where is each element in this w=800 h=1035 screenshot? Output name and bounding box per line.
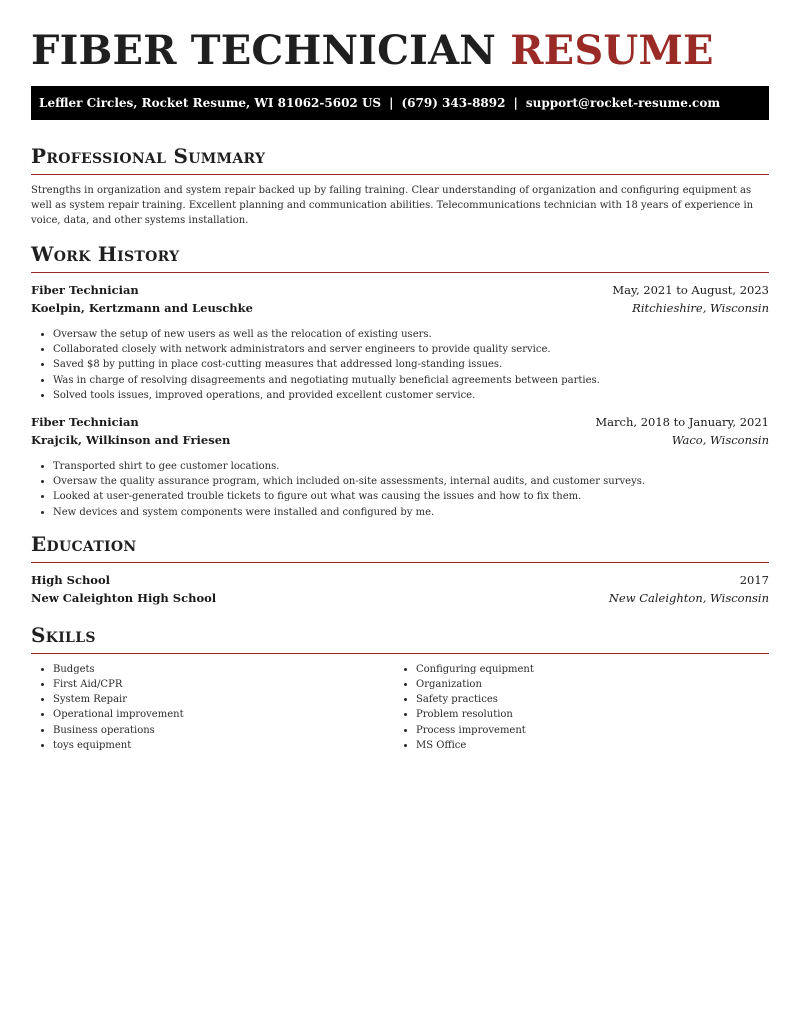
skill-item: • Safety practices bbox=[416, 692, 757, 707]
contact-phone: (679) 343-8892 bbox=[401, 96, 506, 110]
skill-item: • toys equipment bbox=[53, 738, 394, 753]
job-title: Fiber Technician bbox=[31, 283, 139, 297]
skill-item: • Organization bbox=[416, 677, 757, 692]
education-heading: Education bbox=[31, 531, 137, 556]
job-bullets bbox=[31, 459, 769, 520]
skills-heading: Skills bbox=[31, 622, 96, 647]
section-divider bbox=[31, 272, 769, 273]
job-bullet: • Collaborated closely with network administrators and server engineers to provide quality service. bbox=[53, 342, 769, 357]
education-year: 2017 bbox=[739, 572, 769, 587]
job-bullet: • Transported shirt to gee customer locations. bbox=[53, 459, 769, 474]
summary-heading: Professional Summary bbox=[31, 144, 266, 168]
contact-email: support@rocket-resume.com bbox=[525, 96, 721, 110]
contact-address: Leffler Circles, Rocket Resume, WI 81062-5602 US bbox=[39, 96, 382, 110]
job-bullet: • Saved $8 by putting in place cost-cutting measures that addressed long-standing issues. bbox=[53, 357, 769, 372]
contact-separator: | bbox=[389, 96, 394, 110]
contact-separator: | bbox=[513, 96, 518, 110]
skill-item: • Budgets bbox=[53, 662, 394, 677]
skill-item: • System Repair bbox=[53, 692, 394, 707]
education-section bbox=[31, 532, 769, 609]
job-dates: March, 2018 to January, 2021 bbox=[595, 415, 769, 430]
job-dates: May, 2021 to August, 2023 bbox=[612, 283, 769, 297]
job-bullet: • Looked at user-generated trouble tickets to figure out what was causing the issues and how to fix them. bbox=[53, 489, 769, 504]
section-divider bbox=[31, 562, 769, 563]
skill-item: • Problem resolution bbox=[416, 707, 757, 722]
resume-page bbox=[31, 0, 769, 753]
skills-column-left bbox=[31, 662, 394, 753]
job-bullet: • New devices and system components were installed and configured by me. bbox=[53, 505, 769, 520]
summary-text: Strengths in organization and system repair backed up by failing training. Clear understanding of organization and configuring equipment as well as system repair training. Excellent planning and communication abilities. Telecommunications technician with 18 years of experience in voice, data, and other systems installation. bbox=[31, 185, 754, 226]
section-divider bbox=[31, 174, 769, 175]
skills-column-right bbox=[394, 662, 757, 753]
skill-item: • Business operations bbox=[53, 723, 394, 738]
section-divider bbox=[31, 653, 769, 654]
job-entry bbox=[31, 415, 769, 520]
skill-item: • Process improvement bbox=[416, 723, 757, 738]
job-entry bbox=[31, 283, 769, 403]
job-bullet: • Solved tools issues, improved operations, and provided excellent customer service. bbox=[53, 388, 769, 403]
job-company: Krajcik, Wilkinson and Friesen bbox=[31, 433, 231, 448]
skills-section bbox=[31, 623, 769, 753]
job-bullet: • Was in charge of resolving disagreements and negotiating mutually beneficial agreements between parties. bbox=[53, 373, 769, 388]
title-accent: RESUME bbox=[510, 27, 714, 74]
resume-title bbox=[31, 0, 769, 74]
skills-list bbox=[31, 662, 769, 753]
skill-item: • First Aid/CPR bbox=[53, 677, 394, 692]
job-title: Fiber Technician bbox=[31, 415, 139, 430]
job-location: Waco, Wisconsin bbox=[671, 433, 769, 448]
education-location: New Caleighton, Wisconsin bbox=[608, 590, 769, 605]
job-bullet: • Oversaw the quality assurance program, which included on-site assessments, internal audits, and customer surveys. bbox=[53, 474, 769, 489]
job-company: Koelpin, Kertzmann and Leuschke bbox=[31, 301, 253, 315]
job-bullet: • Oversaw the setup of new users as well as the relocation of existing users. bbox=[53, 327, 769, 342]
education-school: New Caleighton High School bbox=[31, 590, 217, 605]
job-location: Ritchieshire, Wisconsin bbox=[632, 301, 769, 315]
work-section bbox=[31, 242, 769, 520]
title-main: FIBER TECHNICIAN bbox=[31, 27, 497, 74]
skill-item: • Operational improvement bbox=[53, 707, 394, 722]
job-bullets bbox=[31, 327, 769, 403]
education-entry bbox=[31, 573, 769, 609]
work-heading: Work History bbox=[31, 242, 180, 266]
education-degree: High School bbox=[31, 572, 111, 587]
contact-bar bbox=[31, 86, 769, 120]
skill-item: • Configuring equipment bbox=[416, 662, 757, 677]
summary-section bbox=[31, 144, 769, 228]
skill-item: • MS Office bbox=[416, 738, 757, 753]
